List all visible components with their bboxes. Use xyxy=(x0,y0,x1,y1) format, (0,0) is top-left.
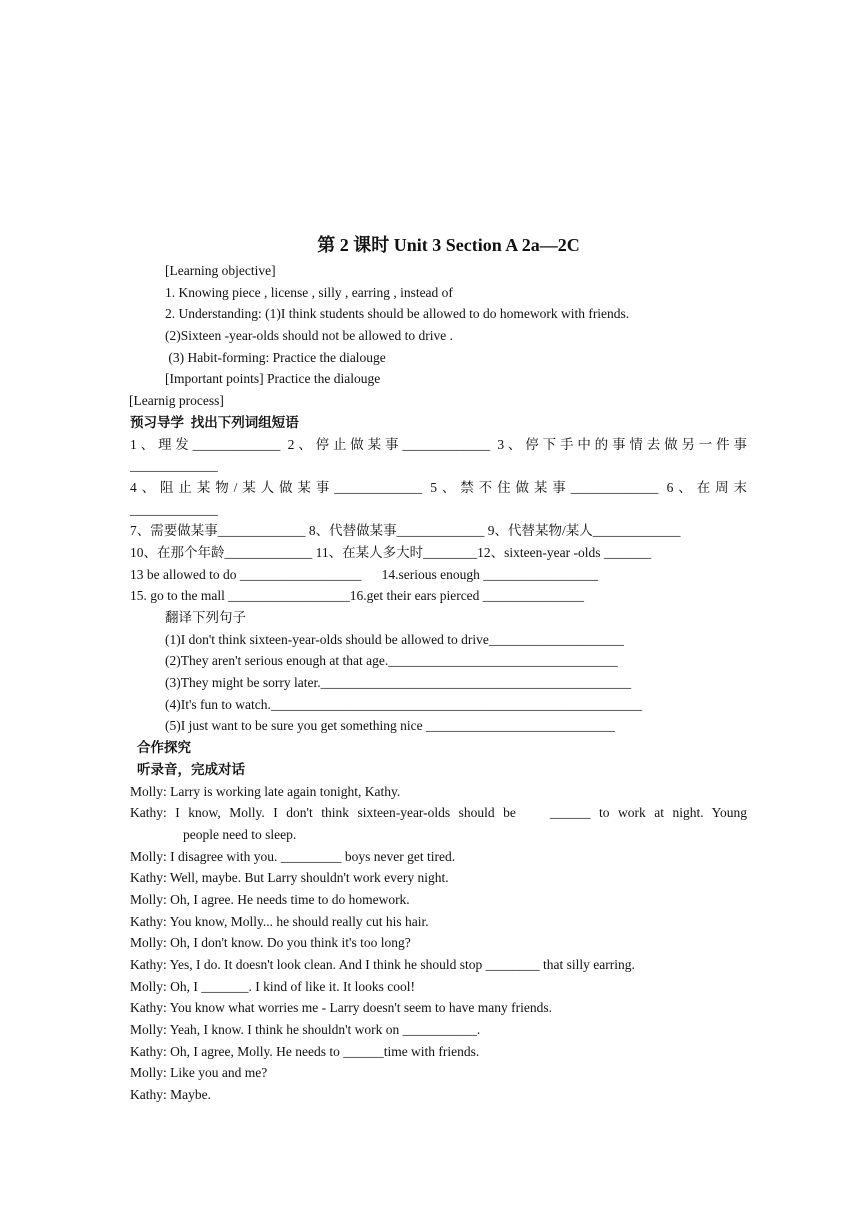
dialogue-line-1: Molly: Larry is working late again tonight, Kathy. xyxy=(130,783,401,799)
translate-item-1: (1)I don't think sixteen-year-olds should be allowed to drive____________________ xyxy=(165,631,624,647)
preview-row-6: 15. go to the mall __________________16.get their ears pierced _______________ xyxy=(130,588,585,604)
dialogue-line-4: Kathy: Well, maybe. But Larry shouldn't work every night. xyxy=(130,870,449,886)
dialogue-line-3: Molly: I disagree with you. _________ boys never get tired. xyxy=(130,848,456,864)
important-points: [Important points] Practice the dialouge xyxy=(165,371,381,387)
coop-heading: 合作探究 xyxy=(137,740,191,756)
objective-item-2: 2. Understanding: (1)I think students should be allowed to do homework with friends. xyxy=(165,306,630,322)
objective-item-3: (2)Sixteen -year-olds should not be allowed to drive . xyxy=(165,328,454,344)
dialogue-line-10: Kathy: You know what worries me - Larry doesn't seem to have many friends. xyxy=(130,1000,552,1016)
dialogue-line-2-cont: people need to sleep. xyxy=(183,826,297,842)
page-title: 第 2 课时 Unit 3 Section A 2a—2C xyxy=(317,235,580,255)
dialogue-line-13: Molly: Like you and me? xyxy=(130,1065,268,1081)
objective-heading: [Learning objective] xyxy=(165,263,276,278)
dialogue-line-2: Kathy: I know, Molly. I don't think sixteen-year-olds should be ______ to work at night. Young xyxy=(130,805,747,821)
preview-row-4: 10、在那个年龄_____________ 11、在某人多大时________12、sixteen-year -olds _______ xyxy=(130,544,652,560)
translate-item-3: (3)They might be sorry later.______________________________________________ xyxy=(165,675,632,691)
dialogue-line-11: Molly: Yeah, I know. I think he shouldn't work on ___________. xyxy=(130,1022,481,1038)
translate-item-4: (4)It's fun to watch._______________________________________________________ xyxy=(165,696,643,712)
dialogue-line-9: Molly: Oh, I _______. I kind of like it. It looks cool! xyxy=(130,978,415,994)
dialogue-line-7: Molly: Oh, I don't know. Do you think it's too long? xyxy=(130,935,411,951)
objective-item-4: (3) Habit-forming: Practice the dialouge xyxy=(165,349,386,365)
preview-row-2: 4、阻止某物/某人做某事_____________ 5、禁不住做某事_____________ 6、在周末 xyxy=(130,479,747,495)
dialogue-line-8: Kathy: Yes, I do. It doesn't look clean. And I think he should stop ________ that silly earring. xyxy=(130,957,635,972)
translate-heading: 翻译下列句子 xyxy=(165,610,246,625)
translate-item-2: (2)They aren't serious enough at that age.__________________________________ xyxy=(165,653,618,669)
preview-row-1: 1、理发_____________ 2、停止做某事_____________ 3、停下手中的事情去做另一件事 xyxy=(130,436,747,452)
listen-heading: 听录音，完成对话 xyxy=(137,761,245,777)
preview-row-2b: _____________ xyxy=(130,501,218,517)
dialogue-line-14: Kathy: Maybe. xyxy=(130,1087,211,1103)
dialogue-line-5: Molly: Oh, I agree. He needs time to do homework. xyxy=(130,891,410,907)
dialogue-line-12: Kathy: Oh, I agree, Molly. He needs to ______time with friends. xyxy=(130,1043,480,1059)
objective-item-1: 1. Knowing piece , license , silly , earring , instead of xyxy=(165,284,453,300)
translate-item-5: (5)I just want to be sure you get something nice ____________________________ xyxy=(165,718,615,734)
worksheet-page xyxy=(130,230,747,1106)
preview-row-3: 7、需要做某事_____________ 8、代替做某事_____________ 9、代替某物/某人_____________ xyxy=(130,523,681,539)
preview-heading: 预习导学 找出下列词组短语 xyxy=(130,414,299,430)
process-heading: [Learnig process] xyxy=(129,393,224,409)
dialogue-line-6: Kathy: You know, Molly... he should really cut his hair. xyxy=(130,913,429,929)
preview-row-5: 13 be allowed to do __________________ 14.serious enough _________________ xyxy=(130,566,598,582)
preview-row-1b: _____________ xyxy=(130,458,218,474)
